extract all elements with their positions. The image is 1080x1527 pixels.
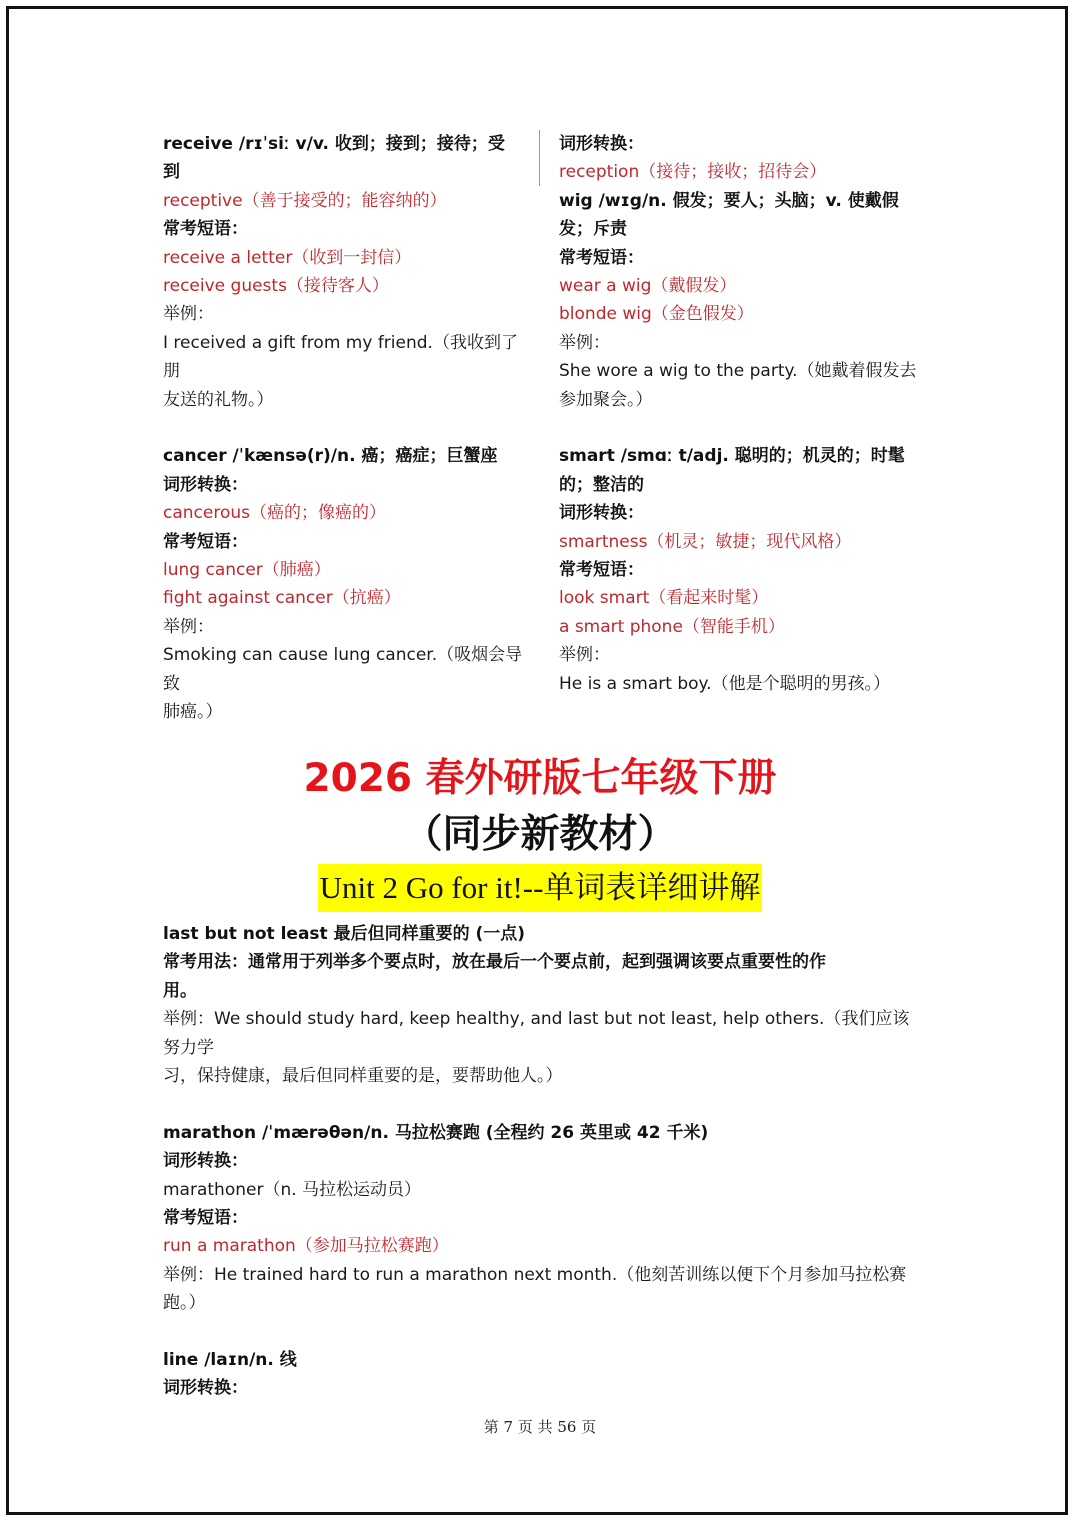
marathon-example-line-1: 举例：He trained hard to run a marathon next month.（他刻苦训练以便下个月参加马拉松赛	[163, 1264, 907, 1285]
wig-headword-cont: 发；斥责	[559, 219, 627, 240]
smart-forms-label: 词形转换：	[559, 503, 644, 524]
marathon-phrase-1: run a marathon（参加马拉松赛跑）	[163, 1236, 449, 1257]
receive-phrases-label: 常考短语：	[163, 219, 248, 240]
receive-derivative-2: reception（接待；接收；招待会）	[559, 162, 827, 183]
wig-phrases-label: 常考短语：	[559, 247, 644, 268]
lbnl-usage-line-1: 常考用法：通常用于列举多个要点时，放在最后一个要点前，起到强调该要点重要性的作	[163, 952, 826, 973]
receive-example-label: 举例：	[163, 304, 214, 325]
receive-forms-label: 词形转换：	[559, 134, 644, 154]
main-section	[163, 920, 923, 1403]
marathon-derivative: marathoner（n. 马拉松运动员）	[163, 1179, 422, 1200]
marathon-forms-label: 词形转换：	[163, 1151, 248, 1172]
lbnl-example-line-2: 习，保持健康，最后但同样重要的是，要帮助他人。）	[163, 1066, 563, 1087]
marathon-example-line-2: 跑。）	[163, 1293, 206, 1314]
wig-headword: wig /wɪg/n. 假发；要人；头脑；v. 使戴假	[559, 190, 899, 211]
smart-headword: smart /smɑː t/adj. 聪明的；机灵的；时髦	[559, 446, 905, 467]
receive-phrase-2: receive guests（接待客人）	[163, 276, 389, 297]
cancer-phrases-label: 常考短语：	[163, 531, 248, 552]
receive-headword-cont: 到	[163, 162, 180, 183]
receive-example-line-2: 友送的礼物。）	[163, 389, 274, 410]
receive-derivative: receptive（善于接受的；能容纳的）	[163, 190, 447, 211]
cancer-phrase-1: lung cancer（肺癌）	[163, 560, 331, 581]
line-headword: line /laɪn/n. 线	[163, 1350, 297, 1371]
receive-phrase-1: receive a letter（收到一封信）	[163, 247, 412, 268]
page-number: 第 7 页 共 56 页	[483, 1418, 597, 1436]
smart-derivative: smartness（机灵；敏捷；现代风格）	[559, 531, 852, 552]
cancer-derivative: cancerous（癌的；像癌的）	[163, 503, 386, 524]
receive-example-line-1: I received a gift from my friend.（我收到了朋	[163, 332, 518, 382]
unit-title: Unit 2 Go for it!--单词表详细讲解	[318, 864, 763, 912]
cancer-example-line-1: Smoking can cause lung cancer.（吸烟会导致	[163, 645, 523, 694]
marathon-phrases-label: 常考短语：	[163, 1208, 248, 1229]
wig-phrase-1: wear a wig（戴假发）	[559, 276, 737, 297]
line-forms-label: 词形转换：	[163, 1378, 248, 1399]
wig-example-line-2: 参加聚会。）	[559, 389, 653, 410]
smart-headword-cont: 的；整洁的	[559, 474, 644, 495]
smart-phrase-1: look smart（看起来时髦）	[559, 588, 769, 609]
unit-title-wrap	[0, 864, 1080, 912]
page-title: 2026 春外研版七年级下册	[303, 756, 777, 801]
cancer-example-line-2: 肺癌。）	[163, 702, 223, 723]
column-divider	[539, 130, 540, 186]
cancer-phrase-2: fight against cancer（抗癌）	[163, 588, 401, 609]
left-column	[163, 130, 525, 727]
lbnl-example-line-1: 举例：We should study hard, keep healthy, and last but not least, help others.（我们应该努力学	[163, 1009, 910, 1058]
page-subtitle: （同步新教材）	[403, 812, 677, 857]
smart-example-label: 举例：	[559, 645, 610, 666]
smart-phrase-2: a smart phone（智能手机）	[559, 616, 785, 637]
cancer-example-label: 举例：	[163, 616, 214, 637]
receive-headword: receive /rɪˈsiː v/v. 收到；接到；接待；受	[163, 134, 505, 154]
cancer-forms-label: 词形转换：	[163, 474, 248, 495]
wig-example-label: 举例：	[559, 332, 610, 353]
marathon-headword: marathon /ˈmærəθən/n. 马拉松赛跑 (全程约 26 英里或 42 千米)	[163, 1122, 709, 1143]
wig-example-line-1: She wore a wig to the party.（她戴着假发去	[559, 361, 917, 382]
smart-phrases-label: 常考短语：	[559, 560, 644, 581]
lbnl-headword: last but not least 最后但同样重要的 (一点)	[163, 924, 526, 944]
cancer-headword: cancer /ˈkænsə(r)/n. 癌；癌症；巨蟹座	[163, 446, 498, 467]
lbnl-usage-line-2: 用。	[163, 980, 197, 1001]
smart-example-line-1: He is a smart boy.（他是个聪明的男孩。）	[559, 673, 891, 694]
wig-phrase-2: blonde wig（金色假发）	[559, 304, 754, 325]
right-column	[559, 130, 921, 698]
